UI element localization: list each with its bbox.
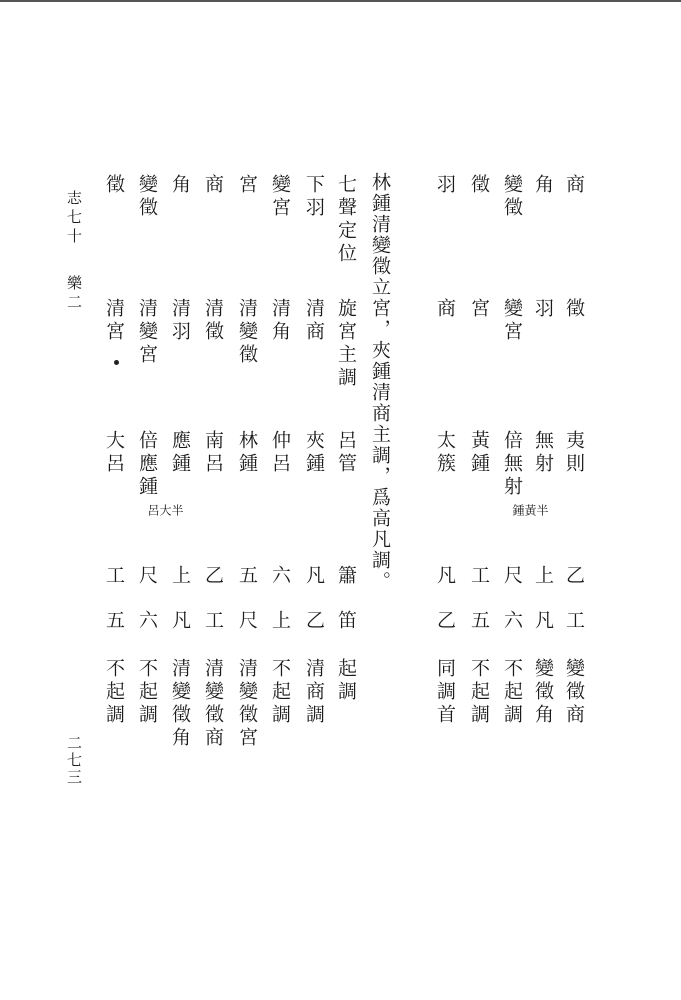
- cell-pitch-pipe: 太簇: [434, 430, 456, 476]
- header-rotating-tone: 旋宮主調: [335, 298, 357, 390]
- cell-di: 六: [501, 610, 523, 633]
- cell-pitch-pipe: 黃鍾: [468, 430, 490, 476]
- cell-pitch-pipe: 仲呂: [269, 430, 291, 476]
- cell-xiao: 凡: [434, 565, 456, 588]
- cell-di: 乙: [434, 610, 456, 633]
- header-pitch-pipe: 呂管: [335, 430, 357, 476]
- cell-mode: 清商調: [303, 658, 325, 727]
- cell-seven-tone: 商: [563, 174, 585, 197]
- cell-xiao: 六: [269, 565, 291, 588]
- cell-di: 上: [269, 610, 291, 633]
- cell-seven-tone: 變宮: [269, 174, 291, 220]
- cell-rotating-tone: 清商: [303, 298, 325, 344]
- cell-seven-tone: 宮: [236, 174, 258, 197]
- cell-di: 乙: [303, 610, 325, 633]
- cell-rotating-tone: 清宮: [103, 298, 125, 344]
- cell-di: 尺: [236, 610, 258, 633]
- cell-xiao: 工: [103, 565, 125, 588]
- cell-pitch-pipe: 夷則: [563, 430, 585, 476]
- cell-seven-tone: 徵: [468, 174, 490, 197]
- cell-mode: 清變徵宮: [236, 658, 258, 750]
- cell-xiao: 五: [236, 565, 258, 588]
- cell-pitch-pipe: 南呂: [202, 430, 224, 476]
- text-line: 林鍾清變徵立宮，夾鍾清商主調，爲高凡調。: [369, 172, 391, 592]
- cell-rotating-tone: 清角: [269, 298, 291, 344]
- cell-mode: 不起調: [269, 658, 291, 727]
- cell-pitch-note: 半 大 呂: [146, 504, 184, 516]
- cell-pitch-pipe: 林鍾: [236, 430, 258, 476]
- cell-rotating-tone: 徵: [563, 298, 585, 321]
- cell-seven-tone: 徵: [103, 174, 125, 197]
- cell-rotating-tone: 清羽: [169, 298, 191, 344]
- cell-rotating-tone: 羽: [532, 298, 554, 321]
- cell-xiao: 工: [468, 565, 490, 588]
- cell-seven-tone: 羽: [434, 174, 456, 197]
- cell-pitch-note: 半 黃 鍾: [511, 504, 549, 516]
- cell-di: 五: [468, 610, 490, 633]
- cell-mode: 清變徵角: [169, 658, 191, 750]
- cell-pitch-pipe: 倍無射: [501, 430, 523, 499]
- ink-dot: [114, 360, 119, 365]
- cell-pitch-pipe: 夾鍾: [303, 430, 325, 476]
- header-seven-tone: 七聲定位: [335, 174, 357, 266]
- header-mode: 起調: [335, 658, 357, 704]
- cell-xiao: 尺: [501, 565, 523, 588]
- running-header-chapter: 志七十: [65, 190, 83, 247]
- cell-rotating-tone: 清徵: [202, 298, 224, 344]
- cell-mode: 同調首: [434, 658, 456, 727]
- running-header-section: 樂二: [65, 275, 83, 313]
- cell-seven-tone: 下羽: [303, 174, 325, 220]
- cell-seven-tone: 變徵: [136, 174, 158, 220]
- cell-xiao: 尺: [136, 565, 158, 588]
- header-xiao: 簫: [335, 565, 357, 588]
- page-number: 二七三: [65, 735, 83, 786]
- cell-di: 工: [202, 610, 224, 633]
- cell-rotating-tone: 變宮: [501, 298, 523, 344]
- cell-mode: 不起調: [468, 658, 490, 727]
- cell-seven-tone: 角: [169, 174, 191, 197]
- cell-xiao: 凡: [303, 565, 325, 588]
- cell-di: 凡: [532, 610, 554, 633]
- cell-mode: 不起調: [103, 658, 125, 727]
- cell-xiao: 乙: [563, 565, 585, 588]
- cell-xiao: 上: [169, 565, 191, 588]
- cell-di: 六: [136, 610, 158, 633]
- cell-rotating-tone: 宮: [468, 298, 490, 321]
- cell-rotating-tone: 清變宮: [136, 298, 158, 367]
- cell-seven-tone: 變徵: [501, 174, 523, 220]
- cell-xiao: 乙: [202, 565, 224, 588]
- cell-mode: 不起調: [136, 658, 158, 727]
- cell-mode: 清變徵商: [202, 658, 224, 750]
- cell-di: 工: [563, 610, 585, 633]
- cell-mode: 不起調: [501, 658, 523, 727]
- cell-xiao: 上: [532, 565, 554, 588]
- cell-pitch-pipe: 應鍾: [169, 430, 191, 476]
- cell-di: 五: [103, 610, 125, 633]
- cell-rotating-tone: 清變徵: [236, 298, 258, 367]
- cell-pitch-pipe: 倍應鍾: [136, 430, 158, 499]
- cell-rotating-tone: 商: [434, 298, 456, 321]
- cell-seven-tone: 角: [532, 174, 554, 197]
- cell-pitch-pipe: 無射: [532, 430, 554, 476]
- cell-pitch-pipe: 大呂: [103, 430, 125, 476]
- header-di: 笛: [335, 610, 357, 633]
- cell-mode: 變徵商: [563, 658, 585, 727]
- cell-mode: 變徵角: [532, 658, 554, 727]
- cell-seven-tone: 商: [202, 174, 224, 197]
- top-border-line: [0, 0, 681, 2]
- cell-di: 凡: [169, 610, 191, 633]
